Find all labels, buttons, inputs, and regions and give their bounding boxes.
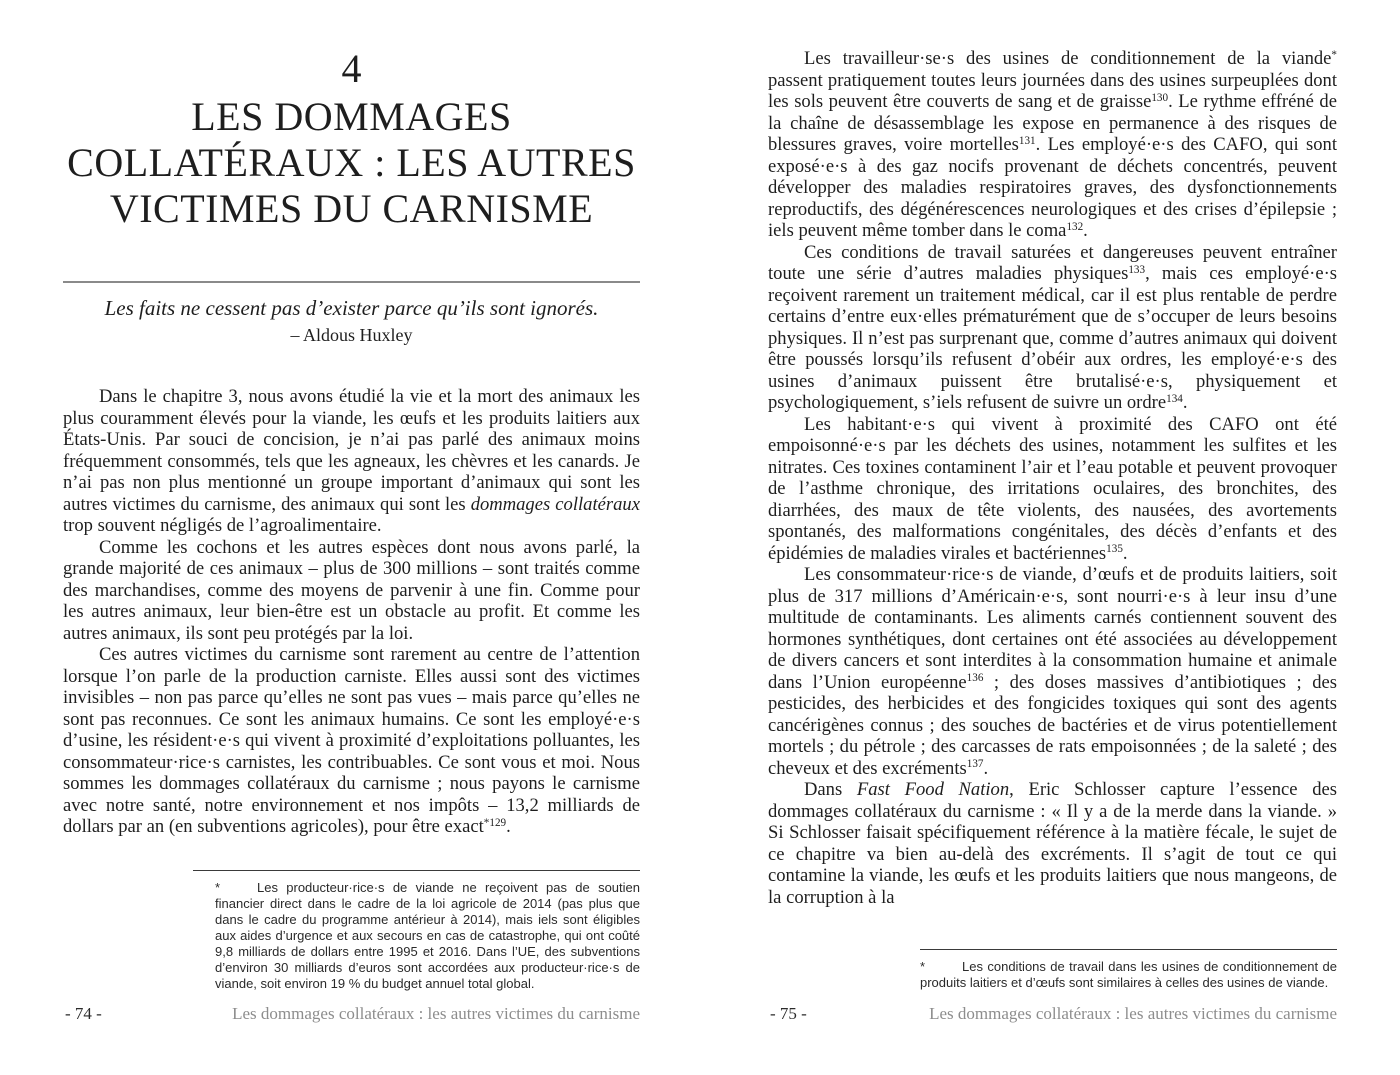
chapter-number: 4 [341,46,362,91]
epigraph-attribution: – Aldous Huxley [290,325,413,345]
chapter-title-line-1: LES DOMMAGES [191,94,512,139]
title-divider-rule [63,281,640,283]
body-paragraph: Ces autres victimes du carnisme sont rarement au centre de l’attention lorsque l’on parle de la production carniste. Elles aussi sont des victimes invisibles – non pas parce qu’elles ne sont pas vues – mais parce qu’elles ne sont pas reconnues. Ce sont les animaux humains. Ce sont les employé·e·s d’usine, les résident·e·s qui vivent à proximité d’exploitations polluantes, les consommateur·rice·s carnistes, les contribuables. Ce sont vous et moi. Nous sommes les dommages collatéraux du carnisme ; nous payons le carnisme avec notre santé, notre environnement et nos impôts – 13,2 milliards de dollars par an (en subventions agricoles), pour être exact$^{*129}$. [63,644,640,837]
epigraph-text: Les faits ne cessent pas d’exister parce qu’ils sont ignorés. [104,296,599,320]
footnote-rule [920,949,1337,950]
footnote [920,959,1337,991]
body-paragraph: Comme les cochons et les autres espèces dont nous avons parlé, la grande majorité de ces animaux – plus de 300 millions – sont traités comme des marchandises, comme des moyens de parvenir à une fin. Comme pour les autres animaux, leur bien-être est un obstacle au profit. Et comme les autres animaux, ils sont peu protégés par la loi. [63,536,640,644]
page-number: - 74 - [65,1004,102,1023]
running-title: Les dommages collatéraux : les autres victimes du carnisme [929,1004,1337,1023]
page-number: - 75 - [770,1004,807,1023]
footnote-marker: * [920,959,926,974]
body-paragraph: Ces conditions de travail saturées et dangereuses peuvent entraîner toute une série d’autres maladies physiques$^{133}$, mais ces employé·e·s reçoivent rarement un traitement médical, car il est plus rentable de perdre certains d’entre eux·elles prématurément que de s’occuper de leurs besoins physiques. Il n’est pas surprenant que, comme d’autres animaux qui doivent être poussés lorsqu’ils refusent d’obéir aux ordres, les employé·e·s des usines d’animaux puissent être brutalisé·e·s, physiquement et psychologiquement, s’iels refusent de suivre un ordre$^{134}$. [768,241,1337,413]
running-title: Les dommages collatéraux : les autres victimes du carnisme [232,1004,640,1023]
body-paragraph: Dans le chapitre 3, nous avons étudié la vie et la mort des animaux les plus couramment élevés pour la viande, les œufs et les produits laitiers aux États-Unis. Par souci de concision, je n’ai pas parlé des animaux moins fréquemment consommés, tels que les agneaux, les chèvres et les canards. Je n’ai pas non plus mentionné un groupe important d’animaux qui sont les autres victimes du carnisme, des animaux qui sont les dommages collatéraux trop souvent négligés de l’agroalimentaire. [63,386,640,536]
footnote-block-left [215,870,640,992]
footnote-text: Les producteur·rice·s de viande ne reçoivent pas de soutien financier direct dans le cadre de la loi agricole de 2014 (pas plus que dans le cadre du programme antérieur à 2014), mais iels sont éligibles aux aides d’urgence et aux secours en cas de catastrophe, qui ont coûté 9,8 milliards de dollars entre 1995 et 2016. Dans l’UE, des subventions d’environ 30 milliards d’euros sont accordées aux producteur·rice·s de viande, soit environ 19 % du budget annuel total global. [215,880,640,991]
epigraph [2,294,702,347]
footnote-text: Les conditions de travail dans les usines de conditionnement de produits laitiers et d’œufs sont similaires à celles des usines de viande. [920,959,1337,990]
page-left [63,0,640,1075]
chapter-title-line-3: VICTIMES DU CARNISME [109,186,594,231]
body-paragraph: Les travailleur·se·s des usines de conditionnement de la viande* passent pratiquement toutes leurs journées dans des usines surpeuplées dont les sols peuvent être couverts de sang et de graisse$^{130}$. Le rythme effréné de la chaîne de désassemblage les expose en permanence à des risques de blessures graves, voire mortelles$^{131}$. Les employé·e·s des CAFO, qui sont exposé·e·s à des gaz nocifs provenant de déchets concentrés, peuvent développer des maladies respiratoires graves, des dysfonctionnements reproductifs, des dégénérescences neurologiques et des crises d’épilepsie ; iels peuvent même tomber dans le coma$^{132}$. [768,48,1337,241]
footnote [215,880,640,992]
body-paragraph: Dans Fast Food Nation, Eric Schlosser capture l’essence des dommages collatéraux du carnisme : « Il y a de la merde dans la viande. » Si Schlosser faisait spécifiquement référence à la matière fécale, le sujet de ce chapitre va bien au-delà des excréments. Il s’agit de tout ce qui contamine la viande, les œufs et les produits laitiers que nous mangeons, de la corruption à la [768,779,1337,908]
body-paragraph: Les habitant·e·s qui vivent à proximité des CAFO ont été empoisonné·e·s par les déchets des usines, notamment les sulfites et les nitrates. Ces toxines contaminent l’air et l’eau potable et peuvent provoquer de l’asthme chronique, des irritations oculaires, des bronchites, des diarrhées, des maux de tête violents, des nausées, des avortements spontanés, des malformations congénitales, des décès d’enfants et des épidémies de maladies virales et bactériennes$^{135}$. [768,413,1337,564]
page-right [768,0,1337,1075]
body-text-right [768,48,1337,908]
footnote-marker: * [215,880,221,895]
footnote-block-right [920,949,1337,991]
body-text-left [63,386,640,838]
chapter-title [2,94,702,232]
footnote-rule [193,870,640,871]
body-paragraph: Les consommateur·rice·s de viande, d’œufs et de produits laitiers, soit plus de 317 millions d’Américain·e·s, sont nourri·e·s à leur insu d’une multitude de contaminants. Les aliments carnés contiennent souvent des hormones synthétiques, dont certaines ont été associées au développement de divers cancers et sont interdites à la consommation humaine et animale dans l’Union européenne$^{136}$ ; des doses massives d’antibiotiques ; des pesticides, des herbicides et des fongicides toxiques qui sont des agents cancérigènes connus ; des souches de bactéries et de virus potentiellement mortels ; du pétrole ; des carcasses de rats empoisonnées ; de la saleté ; des cheveux et des excréments$^{137}$. [768,564,1337,779]
chapter-title-line-2: COLLATÉRAUX : LES AUTRES [67,140,636,185]
chapter-heading [2,44,702,232]
